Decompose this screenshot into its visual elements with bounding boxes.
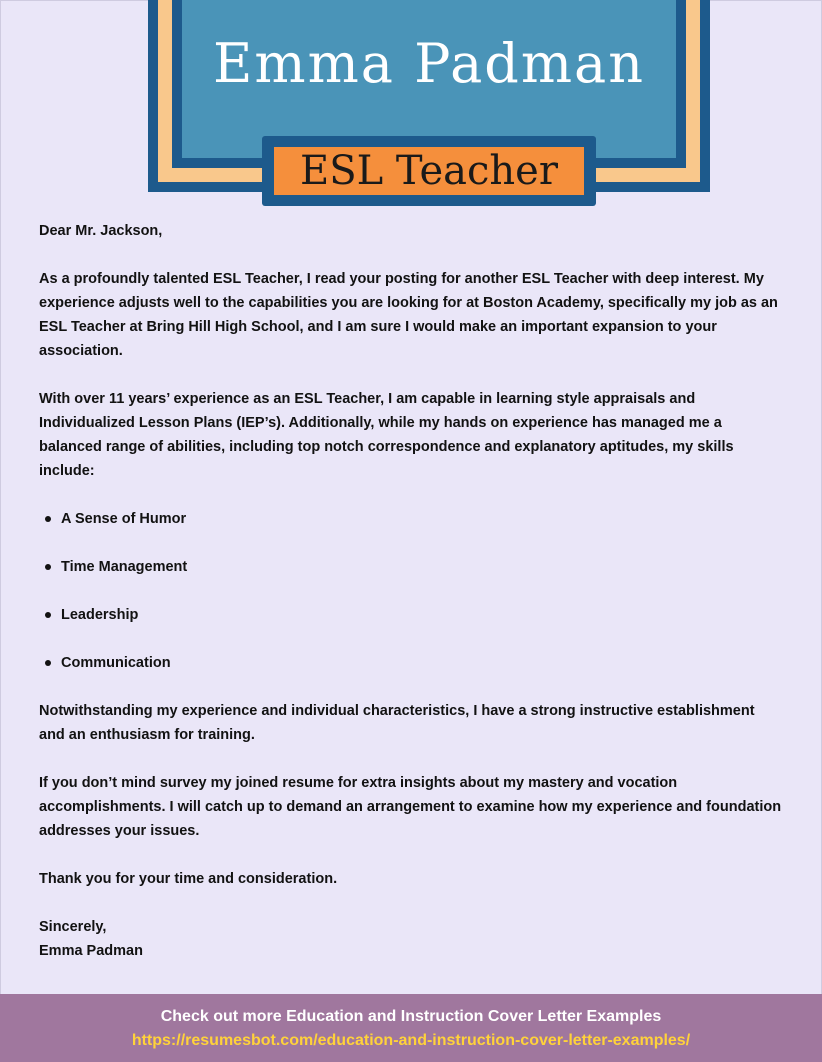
skill-label: A Sense of Humor [61,511,187,527]
skill-item [39,651,784,675]
paragraph-intro: As a profoundly talented ESL Teacher, I read your posting for another ESL Teacher with deep interest. My experience adjusts well to the capabilities you are looking for at Boston Academy, specifically my job as an ESL Teacher at Bring Hill High School, and I am sure I would make an important expansion to your association. [39,271,778,359]
signature: Emma Padman [39,943,143,959]
applicant-name: Emma Padman [212,32,646,95]
paragraph-background: Notwithstanding my experience and individual characteristics, I have a strong instructive establishment and an enthusiasm for training. [39,703,755,743]
footer-banner [0,994,822,1062]
footer-link[interactable]: https://resumesbot.com/education-and-instruction-cover-letter-examples/ [131,1032,691,1049]
skill-item [39,507,784,531]
skill-item [39,603,784,627]
bullet-icon [45,612,51,618]
skill-label: Communication [61,655,171,671]
paragraph-resume: If you don’t mind survey my joined resume for extra insights about my mastery and vocation accomplishments. I will catch up to demand an arrangement to examine how my experience and foundation addresses your issues. [39,775,782,839]
letter-body [39,219,784,963]
footer-promo-text: Check out more Education and Instruction Cover Letter Examples [160,1008,662,1025]
salutation: Dear Mr. Jackson, [39,223,163,239]
bullet-icon [45,516,51,522]
skill-item [39,555,784,579]
skill-label: Leadership [61,607,139,623]
closing-block [39,915,784,963]
job-title: ESL Teacher [300,148,558,194]
bullet-icon [45,564,51,570]
paragraph-experience: With over 11 years’ experience as an ESL Teacher, I am capable in learning style appraisals and Individualized Lesson Plans (IEP’s). Additionally, while my hands on experience has managed me a balanced range of abilities, including top notch correspondence and explanatory aptitudes, my skills include: [39,391,734,479]
closing: Sincerely, [39,919,107,935]
skill-label: Time Management [61,559,188,575]
skills-list [39,507,784,675]
bullet-icon [45,660,51,666]
paragraph-thanks: Thank you for your time and consideration. [39,871,338,887]
